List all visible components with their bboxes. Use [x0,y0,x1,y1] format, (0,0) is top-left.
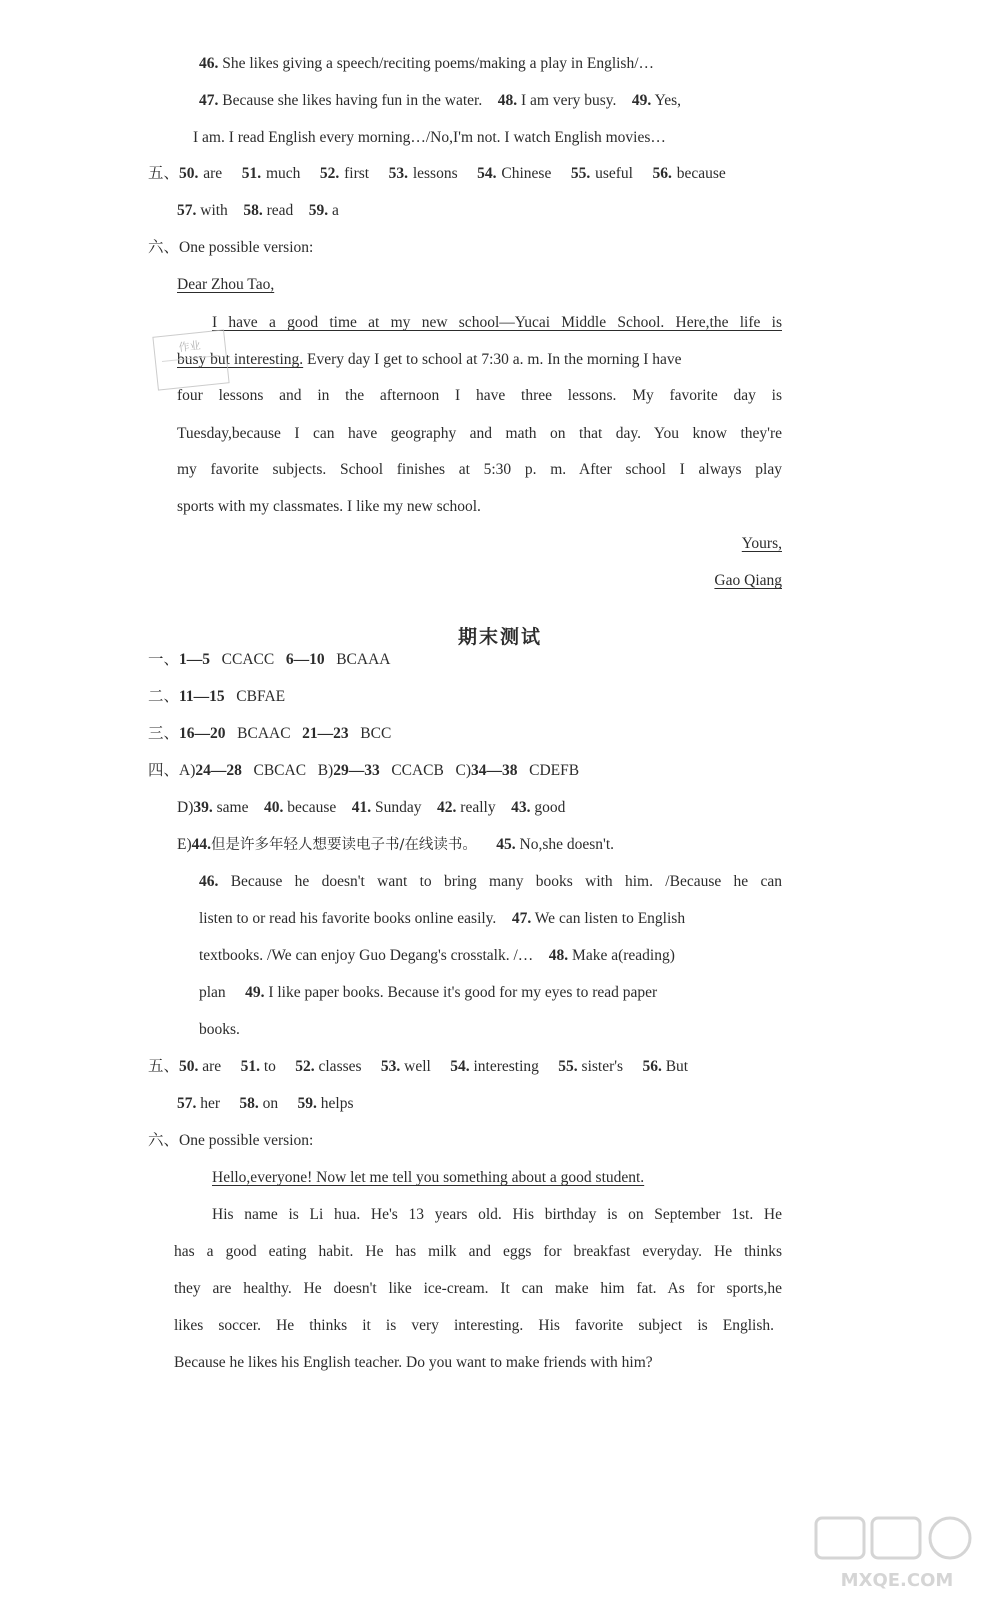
essay-line-2: has a good eating habit. He has milk and eggs for breakfast everyday. He thinks [174,1243,782,1260]
answer-text: plan [199,984,226,1001]
answer-text: CCACB [391,762,444,779]
q-num: 40. [263,799,284,816]
sub-label: E) [177,836,192,853]
q-range: 1—5 [179,651,211,668]
part-label: 一、 [148,651,180,668]
answer-text: much [265,165,301,182]
q-range: 6—10 [285,651,325,668]
q-range: 34—38 [471,762,518,779]
answer-text: BCAAC [237,725,291,742]
letter-line-6: sports with my classmates. I like my new school. [177,498,481,515]
answer-49-continued: I am. I read English every morning…/No,I'm not. I watch English movies… [193,129,666,146]
answer-text: useful [595,165,633,182]
answer-46-line-1: 46. Because he doesn't want to bring many books with him. /Because he can [199,873,783,890]
q-range: 24—28 [195,762,242,779]
q-num: 52. [319,165,340,182]
answer-text: Make a(reading) [572,947,675,964]
q-num: 55. [558,1058,578,1075]
answer-text: We can listen to English [534,910,686,927]
essay-line-5: Because he likes his English teacher. Do you want to make friends with him? [174,1354,653,1371]
answer-text: with [200,202,228,219]
answer-text: lessons [412,165,458,182]
answer-text: because [676,165,726,182]
letter-greeting: Dear Zhou Tao, [177,276,275,293]
part-label: 五、 [148,165,180,182]
answer-text: good [534,799,566,816]
answer-text: Because he doesn't want to bring many books with him. /Because he can [230,873,783,890]
sub-label: D) [177,799,194,816]
part-label: 四、 [148,762,180,779]
q-num: 58. [243,202,263,219]
sub-label: C) [455,762,471,779]
answer-text: interesting [473,1058,539,1075]
essay-intro: Hello,everyone! Now let me tell you something about a good student. [212,1169,645,1186]
watermark-text: MXQE.COM [840,1570,954,1591]
q-range: 16—20 [179,725,226,742]
answer-text: She likes giving a speech/reciting poems/making a play in English/… [222,55,655,72]
part5-row2 [177,201,339,221]
section-title: 期末测试 [457,626,542,648]
answer-text: helps [320,1095,354,1112]
answer-text: on [262,1095,279,1112]
answer-text: 但是许多年轻人想要读电子书/在线读书。 [211,837,477,853]
part5-row1 [148,1057,688,1077]
letter-line-1: I have a good time at my new school—Yucai Middle School. Here,the life is [212,314,782,331]
answer-text: BCC [360,725,392,742]
part-label: 三、 [148,725,180,742]
answer-46-47-line: listen to or read his favorite books online easily. 47. We can listen to English [199,910,686,927]
answer-text: are [202,1058,222,1075]
answer-text: her [200,1095,221,1112]
q-num: 42. [437,799,457,816]
q-num: 56. [642,1058,662,1075]
q-range: 21—23 [302,725,349,742]
part3-answers [148,724,391,744]
part5-row1 [148,164,726,184]
answer-text: CDEFB [529,762,580,779]
q-num: 43. [511,799,531,816]
q-num: 41. [351,799,372,816]
q-num: 50. [179,165,199,182]
letter-line-4: Tuesday,because I can have geography and math on that day. You know they're [177,425,782,442]
answer-text: read [266,202,294,219]
q-num: 54. [450,1058,470,1075]
answer-49-continued: books. [199,1021,240,1038]
q-num: 52. [295,1058,315,1075]
stamp-text: 作业 [177,338,202,355]
essay-line-1: His name is Li hua. He's 13 years old. His birthday is on September 1st. He [212,1206,782,1223]
answer-text: I like paper books. Because it's good for my eyes to read paper [268,984,658,1001]
essay-line-4: likes soccer. He thinks it is very interesting. His favorite subject is English. [174,1317,774,1334]
essay-line-3: they are healthy. He doesn't like ice-cream. It can make him fat. As for sports,he [174,1280,782,1297]
answer-text: because [287,799,337,816]
answer-text: BCAAA [336,651,391,668]
q-num: 51. [241,165,262,182]
answer-text: classes [318,1058,362,1075]
q-num: 50. [179,1058,199,1075]
q-num: 59. [297,1095,317,1112]
part4-d-answers [177,798,565,818]
stamp-logo [152,329,229,390]
answer-text: I am very busy. [520,92,617,109]
answer-text: textbooks. /We can enjoy Guo Degang's crosstalk. /… [199,947,534,964]
answer-47-49: 47. Because she likes having fun in the water. 48. I am very busy. 49. Yes, [199,92,682,109]
answer-text: CBCAC [253,762,307,779]
answer-text: are [203,165,223,182]
q-num: 57. [177,202,197,219]
answer-text: first [344,165,370,182]
q-num: 55. [570,165,591,182]
answer-text: But [665,1058,689,1075]
answer-text: CCACC [221,651,275,668]
answer-text: well [404,1058,431,1075]
letter-signature: Gao Qiang [714,572,782,589]
part5-row2 [177,1094,354,1114]
part-label: 五、 [148,1058,180,1075]
part6-label: 六、One possible version: [148,1132,314,1149]
answer-text: CBFAE [236,688,286,705]
q-num: 54. [477,165,497,182]
q-range: 11—15 [179,688,225,705]
part4-e-answers: E)44.但是许多年轻人想要读电子书/在线读书。 45. No,she doesn't. [177,836,615,853]
answer-text: Yes, [654,92,682,109]
q-num: 58. [239,1095,259,1112]
sub-label: A) [179,762,196,779]
letter-line-2 [177,350,782,370]
q-num: 57. [177,1095,197,1112]
q-num: 56. [652,165,672,182]
letter-line-3: four lessons and in the afternoon I have three lessons. My favorite day is [177,387,782,404]
answer-text: sister's [581,1058,624,1075]
q-range: 29—33 [333,762,380,779]
q-num: 39. [193,799,213,816]
answer-text: Because she likes having fun in the water. [222,92,483,109]
watermark-logo [812,1514,982,1594]
answer-48-49-line: plan 49. I like paper books. Because it's good for my eyes to read paper [199,984,658,1001]
letter-closing: Yours, [741,535,782,552]
q-num: 59. [308,202,329,219]
answer-text: Sunday [375,799,422,816]
part2-answers [148,687,285,707]
letter-line-5: my favorite subjects. School finishes at 5:30 p. m. After school I always play [177,461,782,478]
part4-abc-answers [148,761,579,781]
letter-text: Every day I get to school at 7:30 a. m. In the morning I have [303,351,682,368]
part1-answers [148,650,390,670]
answer-46: 46. She likes giving a speech/reciting poems/making a play in English/… [199,55,655,72]
underlined-text: busy but interesting. [177,351,304,368]
q-num: 53. [380,1058,401,1075]
part-label: 二、 [148,688,180,705]
answer-text: to [263,1058,276,1075]
q-num: 53. [388,165,408,182]
answer-text: listen to or read his favorite books online easily. [199,910,497,927]
q-num: 51. [240,1058,260,1075]
part6-label: 六、One possible version: [148,239,314,256]
answer-47-48-line: textbooks. /We can enjoy Guo Degang's crosstalk. /… 48. Make a(reading) [199,947,675,964]
answer-text: same [216,799,249,816]
answer-text: a [331,202,339,219]
answer-text: No,she doesn't. [519,836,615,853]
sub-label: B) [317,762,334,779]
answer-text: Chinese [501,165,552,182]
answer-text: really [460,799,496,816]
